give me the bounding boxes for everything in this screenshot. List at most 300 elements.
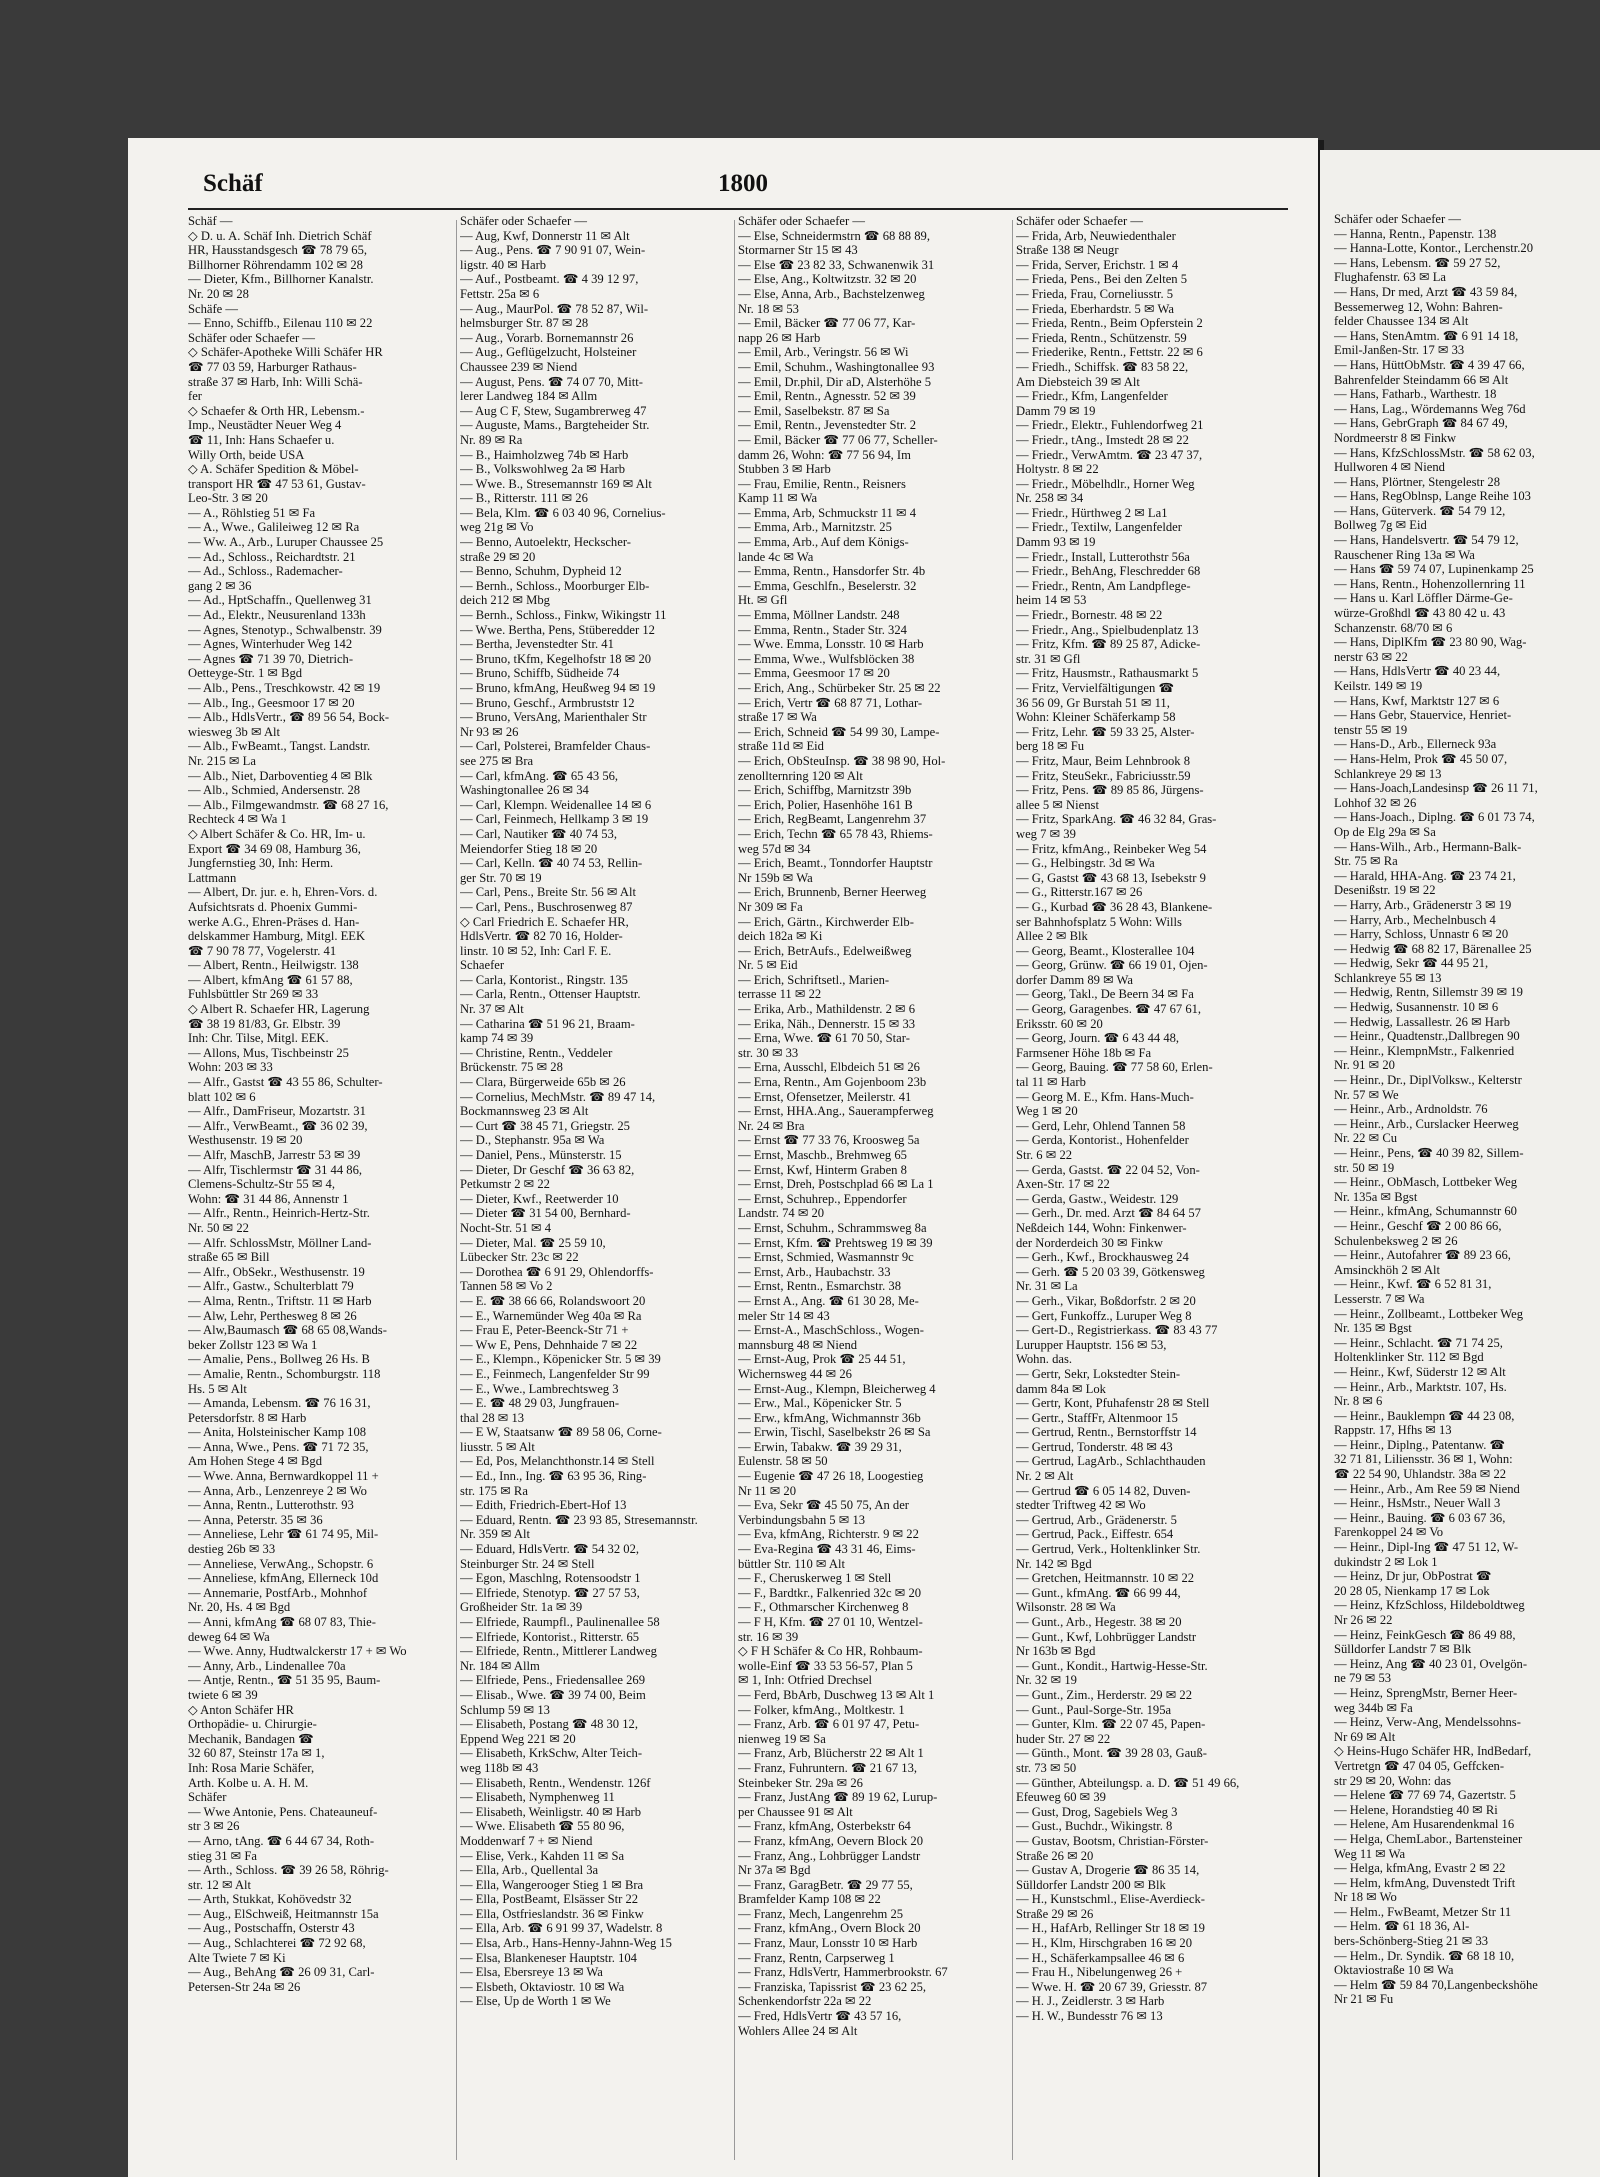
directory-entry-line: Nr. 359 ✉ Alt xyxy=(460,1527,531,1542)
directory-entry-line: — Heinz, Dr jur, ObPostrat ☎ xyxy=(1334,1569,1492,1584)
directory-entry-line: Schlankreye 55 ✉ 13 xyxy=(1334,970,1442,985)
directory-entry-line: — Anna, Peterstr. 35 ✉ 36 xyxy=(188,1512,323,1527)
directory-entry-line: — Helm. ☎ 61 18 36, Al- xyxy=(1334,1919,1470,1934)
directory-entry-line: — Alfr., Gastst ☎ 43 55 86, Schulter- xyxy=(188,1075,383,1090)
directory-entry-line: Wohlers Allee 24 ✉ Alt xyxy=(738,2023,858,2038)
directory-entry-line: — Ernst, Maschb., Brehmweg 65 xyxy=(738,1148,907,1162)
directory-entry-line: — Erich, Polier, Hasenhöhe 161 B xyxy=(738,797,913,812)
directory-entry-line: — Heinr., Pens, ☎ 40 39 82, Sillem- xyxy=(1334,1146,1524,1160)
directory-entry-line: Oetteyge-Str. 1 ✉ Bgd xyxy=(188,666,303,681)
directory-entry-line: — E. ☎ 38 66 66, Rolandswoort 20 xyxy=(460,1293,646,1308)
directory-entry-line: — Ernst, Dreh, Postschplad 66 ✉ La 1 xyxy=(738,1177,934,1192)
directory-entry-line: Axen-Str. 17 ✉ 22 xyxy=(1016,1177,1110,1192)
directory-entry-line: — Clara, Bürgerweide 65b ✉ 26 xyxy=(460,1075,626,1090)
directory-entry-line: — Heinz, FeinkGesch ☎ 86 49 88, xyxy=(1334,1627,1516,1642)
directory-entry-line: — Alfr, Tischlermstr ☎ 31 44 86, xyxy=(188,1162,363,1177)
directory-entry-line: — Ad., Schloss., Reichardtstr. 21 xyxy=(188,549,356,564)
directory-entry-line: Fuhlsbüttler Str 269 ✉ 33 xyxy=(188,987,319,1002)
directory-entry-line: — Ernst-A., MaschSchloss., Wogen- xyxy=(738,1323,924,1338)
directory-entry-line: — Anneliese, kfmAng, Ellerneck 10d xyxy=(188,1571,379,1586)
directory-entry-line: Wilsonstr. 28 ✉ Wa xyxy=(1016,1600,1116,1615)
directory-entry-line: felder Chaussee 134 ✉ Alt xyxy=(1334,314,1469,329)
directory-entry-line: damm 26, Wohn: ☎ 77 56 94, Im xyxy=(738,447,911,462)
directory-entry-line: — Hans, Rentn., Hohenzollernring 11 xyxy=(1334,576,1526,591)
directory-entry-line: — Benno, Schuhm, Dypheid 12 xyxy=(460,564,622,579)
directory-entry-line: blatt 102 ✉ 6 xyxy=(188,1089,256,1104)
directory-entry-line: — Ella, Wangerooger Stieg 1 ✉ Bra xyxy=(460,1877,644,1892)
directory-entry-line: — Hans u. Karl Löffler Därme-Ge- xyxy=(1334,591,1513,606)
directory-entry-line: — Franz, kfmAng, Oevern Block 20 xyxy=(738,1833,924,1848)
directory-entry-line: dukindstr 2 ✉ Lok 1 xyxy=(1334,1554,1438,1569)
directory-entry-line: Lohhof 32 ✉ 26 xyxy=(1334,795,1417,810)
directory-entry-line: — Gunt., Kondit., Hartwig-Hesse-Str. xyxy=(1016,1658,1208,1673)
directory-entry-line: — Curt ☎ 38 45 71, Griegstr. 25 xyxy=(460,1118,630,1133)
directory-entry-line: delskammer Hamburg, Mitgl. EEK xyxy=(188,929,366,944)
directory-entry-line: meler Str 14 ✉ 43 xyxy=(738,1308,830,1323)
directory-entry-line: Brückenstr. 75 ✉ 28 xyxy=(460,1060,563,1075)
directory-entry-line: ser Bahnhofsplatz 5 Wohn: Wills xyxy=(1016,914,1182,929)
directory-entry-line: — Frieda, Pens., Bei den Zelten 5 xyxy=(1016,272,1188,287)
directory-entry-line: — Heinr., Bauklempn ☎ 44 23 08, xyxy=(1334,1408,1515,1423)
directory-entry-line: stieg 31 ✉ Fa xyxy=(188,1848,257,1863)
directory-entry-line: — Gertr., StaffFr, Altenmoor 15 xyxy=(1016,1410,1178,1425)
directory-entry-line: ◇ Heins-Hugo Schäfer HR, IndBedarf, xyxy=(1334,1744,1532,1759)
directory-entry-line: — Bruno, kfmAng, Heußweg 94 ✉ 19 xyxy=(460,681,656,695)
directory-entry-line: Eppend Weg 221 ✉ 20 xyxy=(460,1731,576,1746)
directory-entry-line: Wohn: Kleiner Schäferkamp 58 xyxy=(1016,710,1176,725)
directory-entry-line: Straße 138 ✉ Neugr xyxy=(1016,243,1119,258)
directory-entry-line: — Heinz, Ang ☎ 40 23 01, Ovelgön- xyxy=(1334,1656,1528,1671)
directory-entry-line: — Erich, Beamt., Tonndorfer Hauptstr xyxy=(738,856,933,871)
directory-entry-line: bers-Schönberg-Stieg 21 ✉ 33 xyxy=(1334,1934,1489,1949)
directory-entry-line: — Christine, Rentn., Veddeler xyxy=(460,1045,613,1060)
directory-entry-line: — Agnes, Winterhuder Weg 142 xyxy=(188,637,353,652)
directory-entry-line: ☎ 22 54 90, Uhlandstr. 38a ✉ 22 xyxy=(1334,1467,1507,1482)
directory-entry-line: 20 28 05, Nienkamp 17 ✉ Lok xyxy=(1334,1583,1490,1598)
directory-entry-line: — Franz, kfmAng., Overn Block 20 xyxy=(738,1921,921,1936)
directory-entry-line: werke A.G., Ehren-Präses d. Han- xyxy=(188,914,360,929)
running-header-name: Schäf xyxy=(203,170,263,197)
directory-entry-line: — Heinz, KfzSchloss, Hildeboldtweg xyxy=(1334,1598,1525,1613)
directory-page xyxy=(128,138,1318,2177)
directory-entry-line: 36 56 09, Gr Burstah 51 ✉ 11, xyxy=(1016,695,1170,710)
directory-entry-line: — Franz, kfmAng, Osterbekstr 64 xyxy=(738,1819,911,1834)
directory-entry-line: würze-Großhdl ☎ 43 80 42 u. 43 xyxy=(1334,606,1506,621)
directory-entry-line: — H. W., Bundesstr 76 ✉ 13 xyxy=(1016,2009,1163,2024)
directory-entry-line: — Harry, Arb., Mechelnbusch 4 xyxy=(1334,912,1496,927)
directory-entry-line: Petersdorfstr. 8 ✉ Harb xyxy=(188,1410,307,1425)
directory-entry-line: — G., Helbingstr. 3d ✉ Wa xyxy=(1016,856,1155,871)
directory-entry-line: — Eva, kfmAng, Richterstr. 9 ✉ 22 xyxy=(738,1527,919,1542)
directory-entry-line: — Emma, Rentn., Hansdorfer Str. 4b xyxy=(738,564,926,579)
directory-entry-line: — Frau H., Nibelungenweg 26 + xyxy=(1016,1965,1183,1980)
directory-entry-line: Bessemerweg 12, Wohn: Bahren- xyxy=(1334,299,1503,314)
directory-entry-line: — Alfr. SchlossMstr, Möllner Land- xyxy=(188,1235,372,1250)
directory-entry-line: — Arno, tAng. ☎ 6 44 67 34, Roth- xyxy=(188,1833,375,1848)
directory-entry-line: — Friedr., Bornestr. 48 ✉ 22 xyxy=(1016,608,1163,623)
directory-entry-line: — Erich, ObSteuInsp. ☎ 38 98 90, Hol- xyxy=(738,753,946,768)
directory-entry-line: — F., Bardtkr., Falkenried 32c ✉ 20 xyxy=(738,1585,922,1600)
directory-entry-line: Nr. 37 ✉ Alt xyxy=(460,1002,524,1017)
directory-entry-line: — Günth., Mont. ☎ 39 28 03, Gauß- xyxy=(1016,1746,1207,1761)
directory-entry-line: ✉ 1, Inh: Otfried Drechsel xyxy=(738,1673,872,1688)
directory-entry-line: — Heinr., Arb., Am Ree 59 ✉ Niend xyxy=(1334,1481,1520,1496)
directory-entry-line: Nr 26 ✉ 22 xyxy=(1334,1613,1393,1627)
directory-entry-line: ligstr. 40 ✉ Harb xyxy=(460,257,547,272)
directory-entry-line: — Elisabeth, Rentn., Wendenstr. 126f xyxy=(460,1775,651,1790)
directory-entry-line: transport HR ☎ 47 53 61, Gustav- xyxy=(188,476,366,491)
directory-entry-line: — Gustav, Bootsm, Christian-Förster- xyxy=(1016,1833,1209,1848)
directory-entry-line: 32 60 87, Steinstr 17a ✉ 1, xyxy=(188,1746,325,1761)
directory-entry-line: Schäf — xyxy=(188,214,233,228)
directory-entry-line: — Gunt., Paul-Sorge-Str. 195a xyxy=(1016,1702,1172,1717)
directory-entry-line: — Gerd, Lehr, Ohlend Tannen 58 xyxy=(1016,1118,1186,1133)
directory-entry-line: ☎ 38 19 81/83, Gr. Elbstr. 39 xyxy=(188,1016,341,1031)
directory-entry-line: — G., Ritterstr.167 ✉ 26 xyxy=(1016,885,1143,900)
directory-entry-line: Nr. 8 ✉ 6 xyxy=(1334,1394,1383,1409)
directory-entry-line: — Heinr., Geschf ☎ 2 00 86 66, xyxy=(1334,1218,1502,1233)
directory-entry-line: — Bernh., Schloss., Finkw, Wikingstr 11 xyxy=(460,608,667,623)
directory-entry-line: — Gertr, Kont, Pfuhafenstr 28 ✉ Stell xyxy=(1016,1396,1210,1411)
directory-entry-line: destieg 26b ✉ 33 xyxy=(188,1542,276,1557)
directory-entry-line: Nr 18 ✉ Wo xyxy=(1334,1890,1397,1905)
directory-entry-line: — Hans-Joach,Landesinsp ☎ 26 11 71, xyxy=(1334,781,1538,796)
directory-entry-line: — Emil, Rentn., Jevenstedter Str. 2 xyxy=(738,418,917,433)
directory-entry-line: — Eugenie ☎ 47 26 18, Loogestieg xyxy=(738,1469,924,1484)
directory-entry-line: — Dorothea ☎ 6 91 29, Ohlendorffs- xyxy=(460,1264,654,1279)
directory-entry-line: — Ernst, HHA.Ang., Sauerampferweg xyxy=(738,1104,934,1119)
directory-entry-line: Hullworen 4 ✉ Niend xyxy=(1334,460,1445,475)
directory-entry-line: Bramfelder Kamp 108 ✉ 22 xyxy=(738,1892,881,1907)
directory-entry-line: — Alb., Schmied, Andersenstr. 28 xyxy=(188,783,361,798)
directory-entry-line: Flughafenstr. 63 ✉ La xyxy=(1334,270,1446,285)
directory-entry-line: Efeuweg 60 ✉ 39 xyxy=(1016,1790,1106,1805)
directory-entry-line: — Ella, Arb., Quellental 3a xyxy=(460,1863,599,1878)
directory-entry-line: — Elfriede, Kontorist., Ritterstr. 65 xyxy=(460,1629,640,1644)
directory-entry-line: — Ernst-Aug, Prok ☎ 25 44 51, xyxy=(738,1352,906,1367)
directory-entry-line: — Heinr., Quadtenstr.,Dallbregen 90 xyxy=(1334,1029,1520,1044)
directory-entry-line: — Hans-Joach., Diplng. ☎ 6 01 73 74, xyxy=(1334,810,1535,825)
directory-entry-line: — H., Schäferkampsallee 46 ✉ 6 xyxy=(1016,1950,1185,1965)
directory-entry-line: Damm 93 ✉ 19 xyxy=(1016,535,1096,550)
directory-entry-line: — Carl, Polsterei, Bramfelder Chaus- xyxy=(460,739,651,754)
directory-entry-line: — Helene ☎ 77 69 74, Gazertstr. 5 xyxy=(1334,1788,1516,1803)
directory-entry-line: — Elfriede, Pens., Friedensallee 269 xyxy=(460,1673,646,1688)
directory-entry-line: — Gerda, Kontorist., Hohenfelder xyxy=(1016,1133,1189,1148)
directory-entry-line: ☎ 7 90 78 77, Vogelerstr. 41 xyxy=(188,943,337,958)
directory-entry-line: Schlump 59 ✉ 13 xyxy=(460,1702,550,1717)
directory-entry-line: — B., Haimholzweg 74b ✉ Harb xyxy=(460,447,629,462)
directory-entry-line: — Carl, Nautiker ☎ 40 74 53, xyxy=(460,826,617,841)
directory-entry-line: Emil-Janßen-Str. 17 ✉ 33 xyxy=(1334,343,1465,358)
directory-entry-line: — Hedwig ☎ 68 82 17, Bärenallee 25 xyxy=(1334,941,1532,956)
directory-entry-line: — Ernst, Ofensetzer, Meilerstr. 41 xyxy=(738,1089,912,1104)
directory-entry-line: Straße 26 ✉ 20 xyxy=(1016,1848,1094,1863)
directory-entry-line: Schäfer xyxy=(188,1790,227,1805)
directory-entry-line: — Ww. A., Arb., Luruper Chaussee 25 xyxy=(188,535,384,550)
directory-entry-line: — Elisabeth, Weinligstr. 40 ✉ Harb xyxy=(460,1804,642,1819)
directory-entry-line: — Carl, kfmAng. ☎ 65 43 56, xyxy=(460,768,619,783)
directory-entry-line: — Amalie, Pens., Bollweg 26 Hs. B xyxy=(188,1352,370,1367)
directory-entry-line: — Annemarie, PostfArb., Mohnhof xyxy=(188,1585,368,1600)
directory-entry-line: Nr 69 ✉ Alt xyxy=(1334,1729,1396,1744)
directory-entry-line: Inh: Chr. Tilse, Mitgl. EEK. xyxy=(188,1031,329,1046)
directory-entry-line: — Agnes, Stenotyp., Schwalbenstr. 39 xyxy=(188,622,382,637)
directory-entry-line: — Elsbeth, Oktaviostr. 10 ✉ Wa xyxy=(460,1979,625,1994)
directory-entry-line: allee 5 ✉ Nienst xyxy=(1016,797,1099,812)
directory-entry-line: — Emma, Möllner Landstr. 248 xyxy=(738,608,900,623)
directory-entry-line: 32 71 81, Liliensstr. 36 ✉ 1, Wohn: xyxy=(1334,1452,1513,1467)
directory-entry-line: Nr. 24 ✉ Bra xyxy=(738,1118,805,1133)
directory-entry-line: — Gunt., Kwf, Lohbrügger Landstr xyxy=(1016,1629,1197,1644)
directory-entry-line: — Hedwig, Lassallestr. 26 ✉ Harb xyxy=(1334,1014,1510,1029)
directory-entry-line: Wohn: ☎ 31 44 86, Annenstr 1 xyxy=(188,1191,349,1206)
directory-entry-line: — Helga, ChemLabor., Bartensteiner xyxy=(1334,1831,1523,1846)
directory-entry-line: Schäfer oder Schaefer — xyxy=(1334,212,1461,226)
directory-entry-line: — Ed, Pos, Melanchthonstr.14 ✉ Stell xyxy=(460,1454,655,1469)
directory-entry-line: Steinbeker Str. 29a ✉ 26 xyxy=(738,1775,863,1790)
directory-entry-line: — Gunter, Klm. ☎ 22 07 45, Papen- xyxy=(1016,1717,1206,1732)
directory-entry-line: str 29 ✉ 20, Wohn: das xyxy=(1334,1773,1452,1788)
directory-entry-line: — Hans-Helm, Prok ☎ 45 50 07, xyxy=(1334,751,1508,766)
directory-entry-line: — Alb., HdlsVertr., ☎ 89 56 54, Bock- xyxy=(188,710,390,725)
directory-entry-line: ◇ Schaefer & Orth HR, Lebensm.- xyxy=(188,403,365,418)
directory-entry-line: — Wwe. H. ☎ 20 67 39, Griesstr. 87 xyxy=(1016,1979,1208,1994)
directory-entry-line: — Franz, GaragBetr. ☎ 29 77 55, xyxy=(738,1877,913,1892)
directory-entry-line: Weg 1 ✉ 20 xyxy=(1016,1104,1078,1119)
directory-entry-line: Landstr. 74 ✉ 20 xyxy=(738,1206,825,1221)
directory-entry-line: — H., HafArb, Rellinger Str 18 ✉ 19 xyxy=(1016,1921,1205,1936)
directory-entry-line: dorfer Damm 89 ✉ Wa xyxy=(1016,972,1134,987)
directory-entry-line: Nr 21 ✉ Fu xyxy=(1334,1992,1394,2007)
directory-entry-line: — Heinr., Arb., Marktstr. 107, Hs. xyxy=(1334,1379,1507,1394)
directory-entry-line: — Auguste, Mams., Bargteheider Str. xyxy=(460,418,650,433)
directory-entry-line: str 3 ✉ 26 xyxy=(188,1819,240,1834)
directory-entry-line: — Aug., Geflügelzucht, Holsteiner xyxy=(460,345,637,360)
directory-entry-line: — Wwe. Bertha, Pens, Stüberedder 12 xyxy=(460,622,655,637)
directory-entry-line: Bollweg 7g ✉ Eid xyxy=(1334,518,1427,533)
directory-entry-line: Weg 11 ✉ Wa xyxy=(1334,1846,1406,1861)
directory-entry-line: — Franz, Mech, Langenrehm 25 xyxy=(738,1906,904,1921)
directory-entry-line: str. 73 ✉ 50 xyxy=(1016,1760,1077,1775)
directory-entry-line: Rappstr. 17, Hfhs ✉ 13 xyxy=(1334,1423,1452,1438)
directory-entry-line: — Agnes ☎ 71 39 70, Dietrich- xyxy=(188,651,354,666)
directory-entry-line: Nr. 258 ✉ 34 xyxy=(1016,491,1084,506)
directory-entry-line: — Franz, Ang., Lohbrügger Landstr xyxy=(738,1848,921,1863)
directory-entry-line: Allee 2 ✉ Blk xyxy=(1016,929,1088,944)
directory-entry-line: — Edith, Friedrich-Ebert-Hof 13 xyxy=(460,1498,627,1513)
directory-entry-line: — Wwe. Anna, Bernwardkoppel 11 + xyxy=(188,1469,379,1484)
directory-entry-line: — Carl, Kelln. ☎ 40 74 53, Rellin- xyxy=(460,856,643,871)
directory-entry-line: — Ernst, Kwf, Hinterm Graben 8 xyxy=(738,1162,907,1177)
directory-entry-line: — Ad., Elektr., Neusurenland 133h xyxy=(188,608,366,623)
directory-entry-line: — Harry, Arb., Grädenerstr 3 ✉ 19 xyxy=(1334,897,1512,912)
directory-entry-line: Nr. 31 ✉ La xyxy=(1016,1279,1078,1294)
directory-entry-line: — Helm., Dr. Syndik. ☎ 68 18 10, xyxy=(1334,1948,1515,1963)
directory-entry-line: helmsburger Str. 87 ✉ 28 xyxy=(460,316,589,331)
directory-entry-line: Schäfer oder Schaefer — xyxy=(188,330,315,345)
directory-entry-line: — Heinr., Dr., DiplVolksw., Kelterstr xyxy=(1334,1073,1522,1088)
directory-entry-line: — Hans, Lag., Wördemanns Weg 76d xyxy=(1334,401,1526,416)
directory-entry-line: — Helene, Horandstieg 40 ✉ Ri xyxy=(1334,1802,1498,1817)
directory-entry-line: — Anna, Arb., Lenzenreye 2 ✉ Wo xyxy=(188,1483,367,1498)
directory-entry-line: — Erw., kfmAng, Wichmannstr 36b xyxy=(738,1410,921,1425)
directory-entry-line: — Elsa, Blankeneser Hauptstr. 104 xyxy=(460,1950,637,1965)
directory-entry-line: — Erich, Schriftsetl., Marien- xyxy=(738,972,890,987)
directory-entry-line: — Hans ☎ 59 74 07, Lupinenkamp 25 xyxy=(1334,562,1534,577)
directory-entry-line: — Gerda, Gastst. ☎ 22 04 52, Von- xyxy=(1016,1162,1200,1177)
directory-entry-line: — E., Warnemünder Weg 40a ✉ Ra xyxy=(460,1308,642,1323)
directory-entry-line: Eriksstr. 60 ✉ 20 xyxy=(1016,1016,1103,1031)
directory-entry-line: — Franziska, Tapissrist ☎ 23 62 25, xyxy=(738,1979,927,1994)
directory-entry-line: Schäfe — xyxy=(188,301,239,316)
directory-entry-line: Holtenklinker Str. 112 ✉ Bgd xyxy=(1334,1350,1484,1365)
directory-entry-line: — Alfr., VerwBeamt., ☎ 36 02 39, xyxy=(188,1118,368,1133)
directory-entry-line: Westhusenstr. 19 ✉ 20 xyxy=(188,1133,303,1148)
directory-entry-line: Willy Orth, beide USA xyxy=(188,447,305,462)
directory-entry-line: — Hans, HüttObMstr. ☎ 4 39 47 66, xyxy=(1334,357,1525,372)
directory-entry-line: — Georg, Grünw. ☎ 66 19 01, Ojen- xyxy=(1016,958,1208,973)
directory-entry-line: Nocht-Str. 51 ✉ 4 xyxy=(460,1220,552,1235)
directory-entry-line: — Heinr., ObMasch, Lottbeker Weg xyxy=(1334,1175,1518,1190)
directory-entry-line: Farenkoppel 24 ✉ Vo xyxy=(1334,1525,1444,1540)
directory-entry-line: napp 26 ✉ Harb xyxy=(738,330,821,345)
directory-entry-line: — Heinr., Kwf, Süderstr 12 ✉ Alt xyxy=(1334,1364,1506,1379)
directory-entry-line: Am Hohen Stege 4 ✉ Bgd xyxy=(188,1454,323,1469)
directory-entry-line: — Fritz, SparkAng. ☎ 46 32 84, Gras- xyxy=(1016,812,1217,827)
directory-entry-line: — Hans, Plörtner, Stengelestr 28 xyxy=(1334,474,1500,489)
directory-entry-line: — Helene, Am Husarendenkmal 16 xyxy=(1334,1817,1515,1832)
directory-entry-line: Nr. 50 ✉ 22 xyxy=(188,1220,249,1235)
directory-entry-line: — Ella, Arb. ☎ 6 91 99 37, Wadelstr. 8 xyxy=(460,1921,663,1936)
directory-entry-line: — Else, Ang., Koltwitzstr. 32 ✉ 20 xyxy=(738,272,917,287)
directory-entry-line: liusstr. 5 ✉ Alt xyxy=(460,1439,535,1454)
directory-entry-line: — Eduard, Rentn. ☎ 23 93 85, Stresemannstr. xyxy=(460,1512,698,1527)
directory-entry-line: — Heinr., Dipl-Ing ☎ 47 51 12, W- xyxy=(1334,1540,1519,1555)
directory-entry-line: — Ww E, Pens, Dehnhaide 7 ✉ 22 xyxy=(460,1337,638,1352)
directory-entry-line: — Catharina ☎ 51 96 21, Braam- xyxy=(460,1016,635,1031)
next-page-edge xyxy=(1320,150,1600,2177)
directory-entry-line: — Benno, Autoelektr, Heckscher- xyxy=(460,535,631,550)
directory-entry-line: Nr 309 ✉ Fa xyxy=(738,899,803,914)
directory-entry-line: Schlankreye 29 ✉ 13 xyxy=(1334,766,1442,781)
directory-entry-line: — Elsa, Ebersreye 13 ✉ Wa xyxy=(460,1965,603,1980)
directory-entry-line: nienweg 19 ✉ Sa xyxy=(738,1731,826,1746)
directory-entry-line: — Emma, Arb, Schmuckstr 11 ✉ 4 xyxy=(738,505,916,520)
directory-entry-line: fer xyxy=(188,389,202,404)
directory-entry-line: Lübecker Str. 23c ✉ 22 xyxy=(460,1250,579,1265)
directory-entry-line: — Bertha, Jevenstedter Str. 41 xyxy=(460,637,614,652)
directory-entry-line: — E., Feinmech, Langenfelder Str 99 xyxy=(460,1366,650,1381)
directory-entry-line: weg 21g ✉ Vo xyxy=(460,520,534,535)
directory-entry-line: Eulenstr. 58 ✉ 50 xyxy=(738,1454,828,1469)
directory-entry-line: — Ernst, Schuhm., Schrammsweg 8a xyxy=(738,1220,927,1235)
directory-entry-line: ◇ Anton Schäfer HR xyxy=(188,1702,294,1717)
directory-entry-line: Schäfer oder Schaefer — xyxy=(738,214,865,228)
directory-entry-line: — Alb., Filmgewandmstr. ☎ 68 27 16, xyxy=(188,797,389,812)
directory-entry-line: — F., Othmarscher Kirchenweg 8 xyxy=(738,1600,909,1615)
directory-entry-line: — Bela, Klm. ☎ 6 03 40 96, Cornelius- xyxy=(460,505,666,520)
directory-entry-line: lerer Landweg 184 ✉ Allm xyxy=(460,389,598,404)
directory-entry-line: — Carla, Kontorist., Ringstr. 135 xyxy=(460,972,628,987)
directory-entry-line: — Gerh., Kwf., Brockhausweg 24 xyxy=(1016,1250,1189,1265)
directory-entry-line: — Fritz, Pens. ☎ 89 85 86, Jürgens- xyxy=(1016,783,1204,798)
directory-entry-line: — Daniel, Pens., Münsterstr. 15 xyxy=(460,1148,622,1162)
directory-entry-line: — Erich, Techn ☎ 65 78 43, Rhiems- xyxy=(738,826,933,841)
directory-entry-line: — Carla, Rentn., Ottenser Hauptstr. xyxy=(460,987,641,1002)
directory-entry-line: Damm 79 ✉ 19 xyxy=(1016,403,1096,418)
directory-entry-line: — Emil, Bäcker ☎ 77 06 77, Kar- xyxy=(738,316,916,331)
directory-entry-line: — Hans, Güterverk. ☎ 54 79 12, xyxy=(1334,503,1506,518)
directory-entry-line: Wohn. das. xyxy=(1016,1352,1073,1367)
directory-entry-line: Schaefer xyxy=(460,958,505,973)
directory-entry-line: see 275 ✉ Bra xyxy=(460,753,534,768)
directory-entry-line: — Heinr., Autofahrer ☎ 89 23 66, xyxy=(1334,1248,1511,1263)
directory-entry-line: Inh: Rosa Marie Schäfer, xyxy=(188,1760,315,1775)
directory-entry-line: — Harald, HHA-Ang. ☎ 23 74 21, xyxy=(1334,868,1516,883)
directory-entry-line: — Erna, Ausschl, Elbdeich 51 ✉ 26 xyxy=(738,1060,920,1075)
directory-entry-line: — Fritz, Vervielfältigungen ☎ xyxy=(1016,681,1175,695)
directory-entry-line: Neßdeich 144, Wohn: Finkenwer- xyxy=(1016,1220,1187,1235)
directory-entry-line: weg 118b ✉ 43 xyxy=(460,1760,539,1775)
directory-entry-line: — Wwe. B., Stresemannstr 169 ✉ Alt xyxy=(460,476,652,491)
directory-entry-line: — Heinr., Arb., Curslacker Heerweg xyxy=(1334,1116,1519,1131)
directory-entry-line: — Ernst, Kfm. ☎ Prehtsweg 19 ✉ 39 xyxy=(738,1235,933,1250)
directory-entry-line: — Emil, Bäcker ☎ 77 06 77, Scheller- xyxy=(738,432,938,447)
directory-entry-line: — Gerda, Gastw., Weidestr. 129 xyxy=(1016,1191,1179,1206)
directory-entry-line: Nr. 20, Hs. 4 ✉ Bgd xyxy=(188,1600,291,1615)
directory-entry-line: deich 182a ✉ Ki xyxy=(738,929,823,944)
directory-entry-line: Tannen 58 ✉ Vo 2 xyxy=(460,1279,553,1294)
directory-entry-line: — A., Wwe., Galileiweg 12 ✉ Ra xyxy=(188,520,360,535)
directory-entry-line: — Anita, Holsteinischer Kamp 108 xyxy=(188,1425,367,1440)
directory-entry-line: — Arth, Stukkat, Kohövedstr 32 xyxy=(188,1892,352,1907)
directory-entry-line: — Ad., Schloss., Rademacher- xyxy=(188,564,343,579)
directory-entry-line: — Elfriede, Raumpfl., Paulinenallee 58 xyxy=(460,1615,660,1629)
directory-entry-line: — Frau E, Peter-Beenck-Str 71 + xyxy=(460,1323,629,1338)
directory-column-4 xyxy=(1016,214,1288,2024)
directory-entry-line: — Elfriede, Rentn., Mittlerer Landweg xyxy=(460,1644,657,1659)
directory-entry-line: Stubben 3 ✉ Harb xyxy=(738,462,831,477)
directory-entry-line: — Erna, Wwe. ☎ 61 70 50, Star- xyxy=(738,1031,910,1046)
header-rule xyxy=(188,208,1288,210)
directory-entry-line: — Hans, Lebensm. ☎ 59 27 52, xyxy=(1334,255,1501,270)
page-number: 1800 xyxy=(718,170,768,197)
directory-entry-line: — Gunt., Arb., Hegestr. 38 ✉ 20 xyxy=(1016,1615,1182,1629)
directory-entry-line: — Bruno, Schiffb, Südheide 74 xyxy=(460,666,620,681)
directory-entry-line: — Frieda, Frau, Corneliusstr. 5 xyxy=(1016,286,1174,301)
directory-entry-line: — Heinr., Schlacht. ☎ 71 74 25, xyxy=(1334,1335,1503,1350)
directory-entry-line: kamp 74 ✉ 39 xyxy=(460,1031,534,1046)
directory-entry-line: Billhorner Röhrendamm 102 ✉ 28 xyxy=(188,257,363,272)
directory-entry-line: — Else ☎ 23 82 33, Schwanenwik 31 xyxy=(738,257,935,272)
directory-entry-line: — Gerh., Dr. med. Arzt ☎ 84 64 57 xyxy=(1016,1206,1201,1221)
directory-entry-line: — Frieda, Rentn., Beim Opferstein 2 xyxy=(1016,316,1203,331)
directory-entry-line: — Friedr., Hürthweg 2 ✉ La1 xyxy=(1016,505,1168,520)
directory-entry-line: wiesweg 3b ✉ Alt xyxy=(188,724,281,739)
directory-entry-line: huder Str. 27 ✉ 22 xyxy=(1016,1731,1111,1746)
directory-entry-line: — Erika, Arb., Mathildenstr. 2 ✉ 6 xyxy=(738,1002,916,1017)
directory-entry-line: — Heinr., Kwf. ☎ 6 52 81 31, xyxy=(1334,1277,1492,1292)
directory-entry-line: ◇ Albert R. Schaefer HR, Lagerung xyxy=(188,1002,370,1017)
directory-entry-line: — Heinr., Bauing. ☎ 6 03 67 36, xyxy=(1334,1510,1506,1525)
directory-entry-line: ◇ A. Schäfer Spedition & Möbel- xyxy=(188,462,359,477)
directory-entry-line: — G, Gastst ☎ 43 68 13, Isebekstr 9 xyxy=(1016,870,1206,885)
directory-entry-line: — Aug., Postschaffn, Osterstr 43 xyxy=(188,1921,355,1936)
directory-entry-line: Wichernsweg 44 ✉ 26 xyxy=(738,1366,852,1381)
directory-entry-line: Am Diebsteich 39 ✉ Alt xyxy=(1016,374,1140,389)
directory-entry-line: Farmsener Höhe 18b ✉ Fa xyxy=(1016,1045,1152,1060)
